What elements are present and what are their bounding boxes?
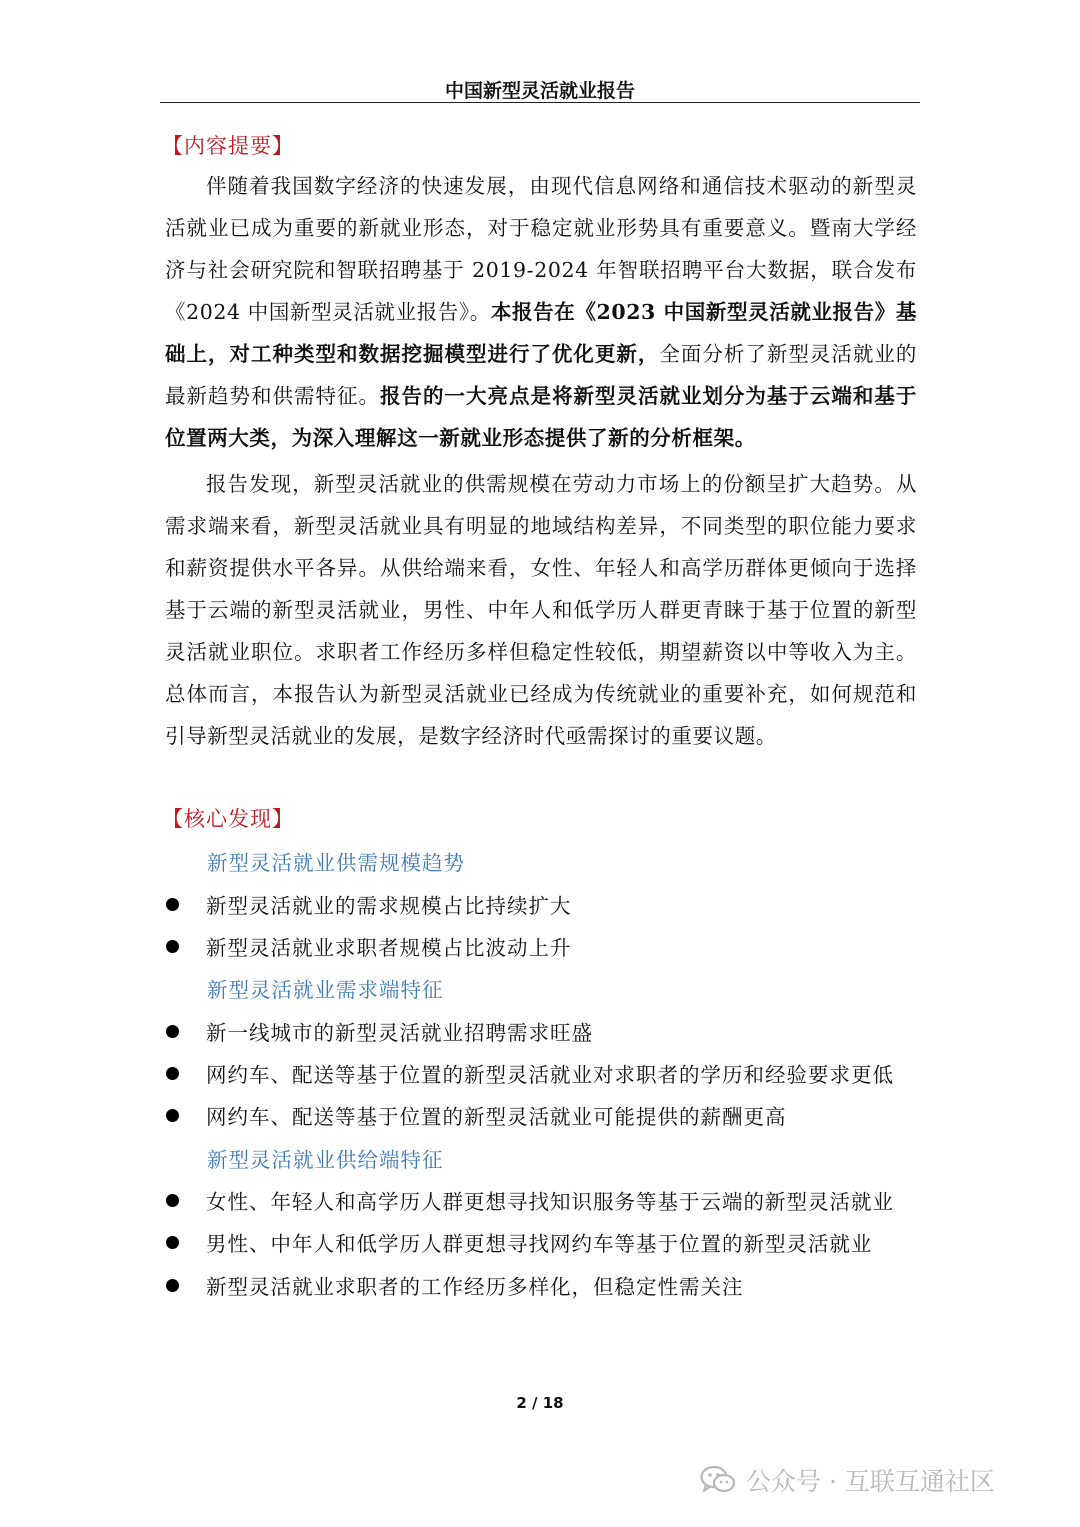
list-item [165, 889, 572, 919]
list-item-text: 男性、中年人和低学历人群更想寻找网约车等基于位置的新型灵活就业 [206, 1232, 873, 1256]
summary-text-bold-2: 报告的一大亮点是将新型灵活就业划分为基于云端和基于位置两大类，为深入理解这一新就业形态提供了新的分析框架。 [165, 384, 918, 450]
watermark [700, 1462, 995, 1498]
list-item [165, 1100, 787, 1130]
summary-paragraph-1 [165, 165, 917, 459]
list-item [165, 1058, 894, 1088]
summary-text-normal-1: 伴随着我国数字经济的快速发展，由现代信息网络和通信技术驱动的新型灵活就业已成为重要的新就业形态，对于稳定就业形势具有重要意义。暨南大学经济与社会研究院和智联招聘基于 2019-2024 年智联招聘平台大数据，联合发布《2024 中国新型灵活就业报告》。 [165, 174, 917, 324]
watermark-text: 公众号 · 互联互通社区 [746, 1467, 995, 1496]
list-item-text: 新一线城市的新型灵活就业招聘需求旺盛 [206, 1021, 593, 1045]
list-item [165, 1016, 593, 1046]
summary-text-bold-1: 本报告在《2023 中国新型灵活就业报告》基础上，对工种类型和数据挖掘模型进行了优化更新， [165, 300, 917, 366]
findings-subheading-supply-demand: 新型灵活就业供需规模趋势 [207, 851, 465, 875]
list-item [165, 1270, 744, 1300]
wechat-icon [700, 1465, 736, 1495]
summary-heading: 【内容提要】 [162, 134, 294, 158]
header-rule [160, 102, 920, 103]
summary-paragraph-2: 报告发现，新型灵活就业的供需规模在劳动力市场上的份额呈扩大趋势。从需求端来看，新型灵活就业具有明显的地域结构差异，不同类型的职位能力要求和薪资提供水平各异。从供给端来看，女性、年轻人和高学历群体更倾向于选择基于云端的新型灵活就业，男性、中年人和低学历人群更青睐于基于位置的新型灵活就业职位。求职者工作经历多样但稳定性较低，期望薪资以中等收入为主。总体而言，本报告认为新型灵活就业已经成为传统就业的重要补充，如何规范和引导新型灵活就业的发展，是数字经济时代亟需探讨的重要议题。 [165, 472, 917, 748]
bullet-icon [166, 1109, 179, 1122]
list-item-text: 女性、年轻人和高学历人群更想寻找知识服务等基于云端的新型灵活就业 [206, 1190, 894, 1214]
bullet-icon [166, 898, 179, 911]
page-number: 2 / 18 [516, 1394, 564, 1412]
page-header-title: 中国新型灵活就业报告 [444, 80, 635, 102]
bullet-icon [166, 1236, 179, 1249]
list-item [165, 1227, 873, 1257]
summary-text-normal-2: 全面分析了新型灵活就业的最新趋势和供需特征。 [165, 342, 917, 408]
list-item-text: 新型灵活就业求职者的工作经历多样化，但稳定性需关注 [206, 1275, 744, 1299]
bullet-icon [166, 1025, 179, 1038]
list-item-text: 网约车、配送等基于位置的新型灵活就业可能提供的薪酬更高 [206, 1105, 787, 1129]
bullet-icon [166, 1194, 179, 1207]
bullet-icon [166, 1067, 179, 1080]
list-item [165, 931, 572, 961]
list-item [165, 1185, 894, 1215]
findings-subheading-supply-side: 新型灵活就业供给端特征 [207, 1148, 444, 1172]
findings-heading: 【核心发现】 [162, 807, 294, 831]
list-item-text: 网约车、配送等基于位置的新型灵活就业对求职者的学历和经验要求更低 [206, 1063, 894, 1087]
bullet-icon [166, 940, 179, 953]
list-item-text: 新型灵活就业的需求规模占比持续扩大 [206, 894, 572, 918]
bullet-icon [166, 1279, 179, 1292]
findings-subheading-demand-side: 新型灵活就业需求端特征 [207, 978, 444, 1002]
list-item-text: 新型灵活就业求职者规模占比波动上升 [206, 936, 572, 960]
